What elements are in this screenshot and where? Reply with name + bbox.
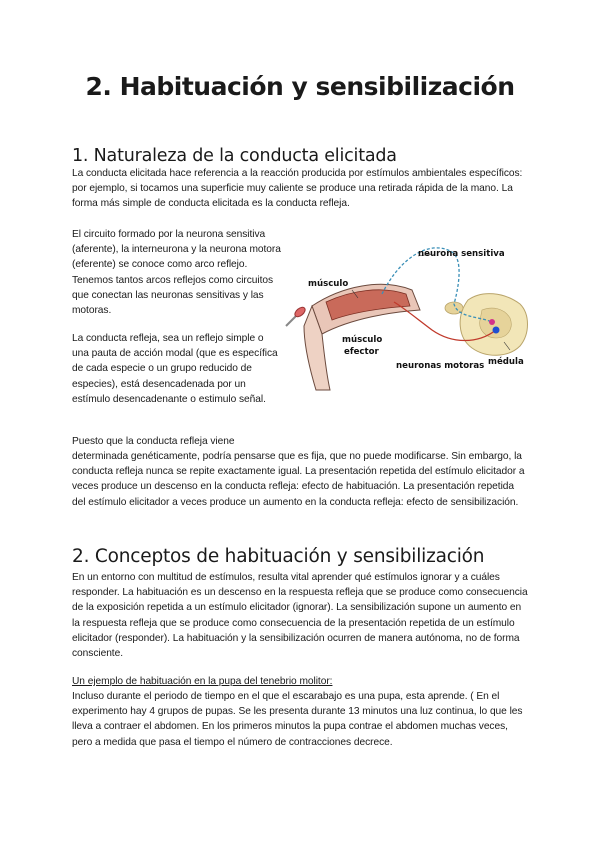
reflex-arc-paragraph: El circuito formado por la neurona sensitiva (aferente), la interneurona y la neurona motora (eferente) se conoce como arco reflejo. Tenemos tantos arcos reflejos como circuitos que conectan las neuronas sensitivas y las motoras.	[72, 229, 281, 317]
section-2-heading: 2. Conceptos de habituación y sensibilización	[72, 546, 485, 567]
label-spinal-cord: médula	[488, 357, 524, 367]
page-title: 2. Habituación y sensibilización	[85, 72, 515, 101]
reflex-arc-illustration	[282, 234, 532, 394]
section-1-intro: La conducta elicitada hace referencia a la reacción producida por estímulos ambientales específicos: por ejemplo, si tocamos una superficie muy caliente se produce una retirada rápida de la mano. La forma más simple de conducta elicitada es la conducta refleja.	[72, 168, 523, 210]
reflex-behavior-paragraph: La conducta refleja, sea un reflejo simple o una pauta de acción modal (que es específica de cada especie o un grupo reducido de especies), está desencadenada por un estímulo desencadenante o estimulo señal.	[72, 333, 278, 405]
genetic-paragraph-lead: Puesto que la conducta refleja viene	[72, 436, 235, 447]
interneuron-node	[489, 319, 495, 325]
section-1-heading: 1. Naturaleza de la conducta elicitada	[72, 146, 397, 166]
reflex-arc-figure	[282, 234, 532, 394]
label-effector-muscle-2: efector	[344, 347, 379, 357]
example-title: Un ejemplo de habituación en la pupa del tenebrio molitor:	[72, 676, 333, 687]
motor-neuron-node	[493, 327, 500, 334]
label-motor-neurons: neuronas motoras	[396, 361, 485, 371]
label-effector-muscle-1: músculo	[342, 335, 383, 345]
example-paragraph: Incluso durante el periodo de tiempo en el que el escarabajo es una pupa, esta aprende. ( En el experimento hay 4 grupos de pupas. Se les presenta durante 13 minutos una luz continua, lo que les lleva a contraer el abdomen. En los primeros minutos la pupa contrae el abdomen muchas veces, pero a medida que pasa el tiempo el número de contracciones decrece.	[72, 691, 523, 748]
label-sensory-neuron: neurona sensitiva	[418, 249, 505, 259]
label-muscle: músculo	[308, 279, 349, 289]
section-2-paragraph: En un entorno con multitud de estímulos, resulta vital aprender qué estímulos ignorar y a cuáles responder. La habituación es un descenso en la respuesta refleja que se produce como consecuencia de la exposición repetida a un estímulo elicitador (ignorar). La sensibilización supone un aumento en la respuesta refleja que se produce como consecuencia de la presentación repetida de un estímulo elicitador (responder). La habituación y la sensibilización ocurren de manera autónoma, no de forma consciente.	[72, 572, 528, 660]
genetic-paragraph-rest: determinada genéticamente, podría pensarse que es fija, que no puede modificarse. Sin embargo, la conducta refleja nunca se repite exactamente igual. La presentación repetida del estímulo elicitador a veces produce un descenso en la conducta refleja: efecto de habituación. La presentación repetida del estímulo elicitador a veces produce un aumento en la conducta refleja: efecto de sensibilización.	[72, 451, 525, 508]
